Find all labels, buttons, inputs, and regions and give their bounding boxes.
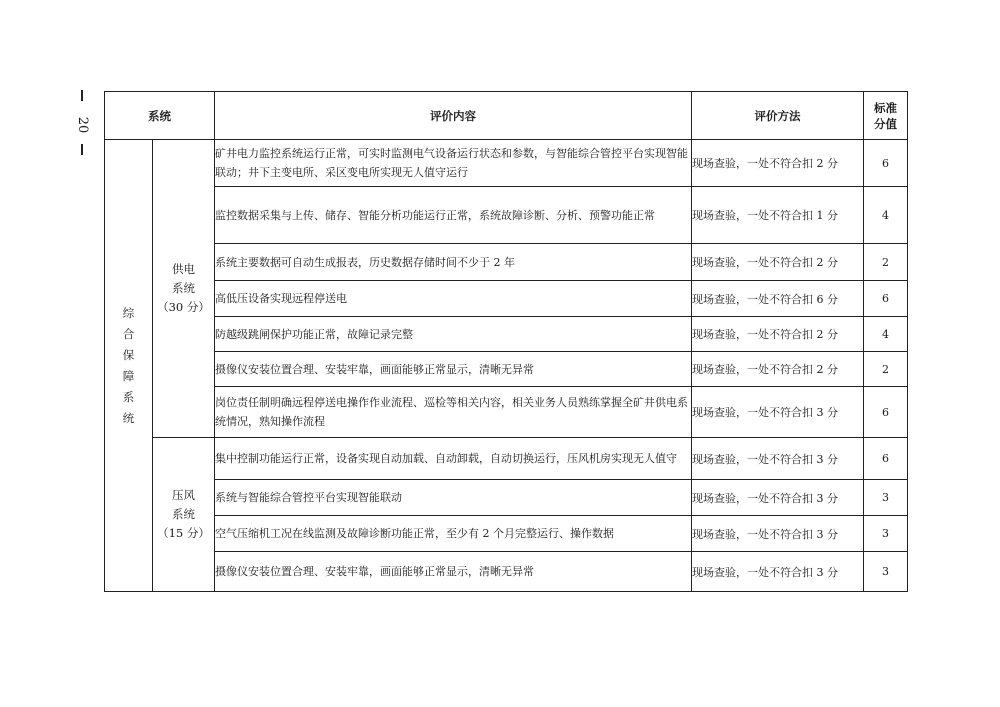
category-cell: [105, 140, 153, 592]
page-number-bar-bottom: [81, 144, 83, 155]
table-row: [105, 387, 908, 438]
row-score: 6: [864, 387, 908, 438]
table-row: [105, 281, 908, 317]
row-method: 现场查验，一处不符合扣 3 分: [692, 387, 864, 438]
table-header-row: [105, 92, 908, 140]
subsystem-power-points: （30 分）: [157, 300, 210, 314]
table-row: [105, 187, 908, 244]
subsystem-power-name-2: 系统: [172, 281, 195, 295]
row-method: 现场查验，一处不符合扣 3 分: [692, 516, 864, 552]
table-row: [105, 480, 908, 516]
row-score: 3: [864, 552, 908, 592]
row-score: 2: [864, 244, 908, 281]
row-score: 6: [864, 438, 908, 480]
page-number-text: 20: [75, 116, 90, 134]
evaluation-table: [104, 91, 908, 592]
row-content: 空气压缩机工况在线监测及故障诊断功能正常，至少有 2 个月完整运行、操作数据: [215, 516, 692, 552]
row-method: 现场查验，一处不符合扣 2 分: [692, 352, 864, 387]
row-score: 6: [864, 281, 908, 317]
row-score: 3: [864, 516, 908, 552]
subsystem-air-name-1: 压风: [172, 488, 195, 502]
table-row: [105, 516, 908, 552]
row-method: 现场查验，一处不符合扣 3 分: [692, 438, 864, 480]
row-score: 3: [864, 480, 908, 516]
subsystem-air-points: （15 分）: [157, 526, 210, 540]
header-score-line2: 分值: [874, 116, 897, 131]
subsystem-power-cell: [153, 140, 215, 438]
table-row: [105, 552, 908, 592]
row-content: 矿井电力监控系统运行正常，可实时监测电气设备运行状态和参数，与智能综合管控平台实现智能联动；井下主变电所、采区变电所实现无人值守运行: [215, 140, 692, 187]
category-label: 综合保障系统: [122, 305, 135, 425]
row-method: 现场查验，一处不符合扣 2 分: [692, 317, 864, 352]
subsystem-air-cell: [153, 438, 215, 592]
page-number: [62, 90, 102, 160]
row-score: 2: [864, 352, 908, 387]
row-content: 摄像仪安装位置合理、安装牢靠，画面能够正常显示，清晰无异常: [215, 352, 692, 387]
page-number-bar-top: [81, 90, 83, 101]
table-row: [105, 438, 908, 480]
row-method: 现场查验，一处不符合扣 2 分: [692, 140, 864, 187]
header-score-line1: 标准: [874, 100, 897, 115]
table-row: [105, 140, 908, 187]
row-score: 6: [864, 140, 908, 187]
subsystem-power-name-1: 供电: [172, 262, 195, 276]
table-row: [105, 244, 908, 281]
header-system: 系统: [105, 92, 215, 140]
row-score: 4: [864, 317, 908, 352]
header-score: [864, 92, 908, 140]
header-method: 评价方法: [692, 92, 864, 140]
row-method: 现场查验，一处不符合扣 3 分: [692, 480, 864, 516]
row-content: 系统主要数据可自动生成报表，历史数据存储时间不少于 2 年: [215, 244, 692, 281]
row-content: 集中控制功能运行正常，设备实现自动加载、自动卸载，自动切换运行，压风机房实现无人值守: [215, 438, 692, 480]
row-content: 监控数据采集与上传、储存、智能分析功能运行正常，系统故障诊断、分析、预警功能正常: [215, 187, 692, 244]
table-row: [105, 317, 908, 352]
row-method: 现场查验，一处不符合扣 1 分: [692, 187, 864, 244]
row-content: 高低压设备实现远程停送电: [215, 281, 692, 317]
row-content: 防越级跳闸保护功能正常，故障记录完整: [215, 317, 692, 352]
row-content: 系统与智能综合管控平台实现智能联动: [215, 480, 692, 516]
row-method: 现场查验，一处不符合扣 2 分: [692, 244, 864, 281]
row-score: 4: [864, 187, 908, 244]
subsystem-air-name-2: 系统: [172, 507, 195, 521]
row-content: 摄像仪安装位置合理、安装牢靠，画面能够正常显示，清晰无异常: [215, 552, 692, 592]
row-method: 现场查验，一处不符合扣 6 分: [692, 281, 864, 317]
table-row: [105, 352, 908, 387]
row-method: 现场查验，一处不符合扣 3 分: [692, 552, 864, 592]
row-content: 岗位责任制明确远程停送电操作作业流程、巡检等相关内容，相关业务人员熟练掌握全矿井供电系统情况，熟知操作流程: [215, 387, 692, 438]
header-content: 评价内容: [215, 92, 692, 140]
